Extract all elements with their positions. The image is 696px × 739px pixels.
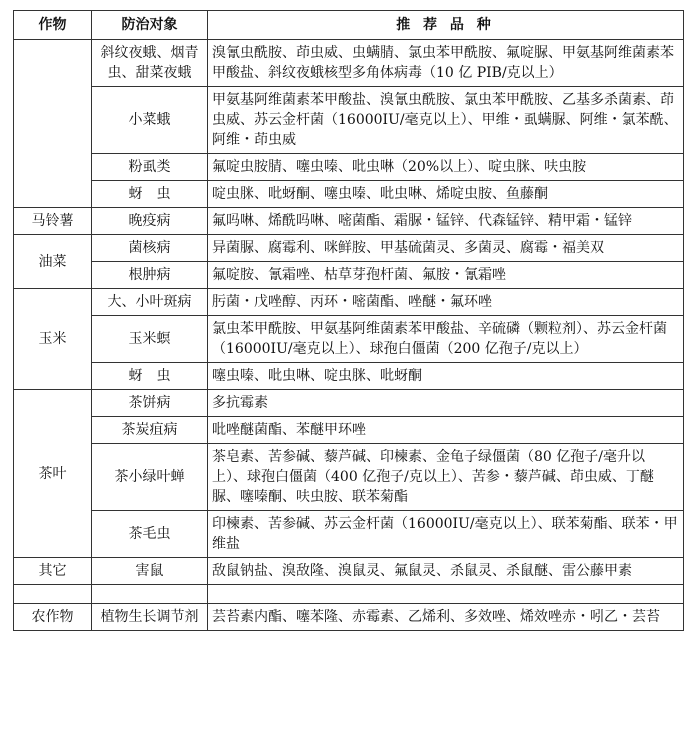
crop-cell: 马铃薯 [14,208,92,235]
table-header-row [14,11,684,40]
varieties-cell: 印楝素、苦参碱、苏云金杆菌（16000IU/毫克以上）、联苯菊酯、联苯・甲维盐 [208,511,684,558]
target-cell: 蚜 虫 [92,181,208,208]
target-cell [92,585,208,604]
table-row [14,511,684,558]
crop-cell: 其它 [14,558,92,585]
table-row [14,558,684,585]
crop-cell: 茶叶 [14,390,92,558]
varieties-cell: 芸苔素内酯、噻苯隆、赤霉素、乙烯利、多效唑、烯效唑赤・吲乙・芸苔 [208,604,684,631]
table-row [14,444,684,511]
target-cell: 小菜蛾 [92,87,208,154]
target-cell: 玉米螟 [92,316,208,363]
varieties-cell [208,585,684,604]
varieties-cell: 异菌脲、腐霉利、咪鲜胺、甲基硫菌灵、多菌灵、腐霉・福美双 [208,235,684,262]
target-cell: 斜纹夜蛾、烟青虫、甜菜夜蛾 [92,40,208,87]
target-cell: 粉虱类 [92,154,208,181]
pesticide-recommendation-table [13,10,684,631]
varieties-cell: 多抗霉素 [208,390,684,417]
table-row [14,363,684,390]
crop-cell: 油菜 [14,235,92,289]
varieties-cell: 啶虫脒、吡蚜酮、噻虫嗪、吡虫啉、烯啶虫胺、鱼藤酮 [208,181,684,208]
target-cell: 茶饼病 [92,390,208,417]
target-cell: 菌核病 [92,235,208,262]
varieties-cell: 氟啶虫胺腈、噻虫嗪、吡虫啉（20%以上）、啶虫脒、呋虫胺 [208,154,684,181]
table-row [14,417,684,444]
crop-cell: 玉米 [14,289,92,390]
varieties-cell: 氯虫苯甲酰胺、甲氨基阿维菌素苯甲酸盐、辛硫磷（颗粒剂）、苏云金杆菌（16000IU/毫克以上）、球孢白僵菌（200 亿孢子/克以上） [208,316,684,363]
varieties-cell: 茶皂素、苦参碱、藜芦碱、印楝素、金龟子绿僵菌（80 亿孢子/毫升以上）、球孢白僵菌（400 亿孢子/克以上）、苦参・藜芦碱、茚虫威、丁醚脲、噻嗪酮、呋虫胺、联苯菊酯 [208,444,684,511]
target-cell: 根肿病 [92,262,208,289]
varieties-cell: 敌鼠钠盐、溴敌隆、溴鼠灵、氟鼠灵、杀鼠灵、杀鼠醚、雷公藤甲素 [208,558,684,585]
varieties-cell: 吡唑醚菌酯、苯醚甲环唑 [208,417,684,444]
crop-cell [14,585,92,604]
crop-cell: 农作物 [14,604,92,631]
varieties-cell: 氟啶胺、氰霜唑、枯草芽孢杆菌、氟胺・氰霜唑 [208,262,684,289]
varieties-cell: 甲氨基阿维菌素苯甲酸盐、溴氰虫酰胺、氯虫苯甲酰胺、乙基多杀菌素、茚虫威、苏云金杆菌（16000IU/毫克以上）、甲维・虱螨脲、阿维・氯苯酰、阿维・茚虫威 [208,87,684,154]
table-row [14,40,684,87]
table-row-empty [14,585,684,604]
target-cell: 茶小绿叶蝉 [92,444,208,511]
table-row [14,604,684,631]
table-row [14,208,684,235]
target-cell: 茶炭疽病 [92,417,208,444]
varieties-cell: 氟吗啉、烯酰吗啉、嘧菌酯、霜脲・锰锌、代森锰锌、精甲霜・锰锌 [208,208,684,235]
target-cell: 茶毛虫 [92,511,208,558]
target-cell: 植物生长调节剂 [92,604,208,631]
table-row [14,87,684,154]
target-cell: 害鼠 [92,558,208,585]
table-row [14,181,684,208]
header-target: 防治对象 [92,11,208,40]
target-cell: 大、小叶斑病 [92,289,208,316]
target-cell: 蚜 虫 [92,363,208,390]
varieties-cell: 溴氰虫酰胺、茚虫威、虫螨腈、氯虫苯甲酰胺、氟啶脲、甲氨基阿维菌素苯甲酸盐、斜纹夜蛾核型多角体病毒（10 亿 PIB/克以上） [208,40,684,87]
table-row [14,390,684,417]
table-row [14,154,684,181]
table-row [14,289,684,316]
table-row [14,316,684,363]
table-row [14,262,684,289]
varieties-cell: 噻虫嗪、吡虫啉、啶虫脒、吡蚜酮 [208,363,684,390]
target-cell: 晚疫病 [92,208,208,235]
table-row [14,235,684,262]
header-recommended: 推 荐 品 种 [208,11,684,40]
varieties-cell: 肟菌・戊唑醇、丙环・嘧菌酯、唑醚・氟环唑 [208,289,684,316]
header-crop: 作物 [14,11,92,40]
crop-cell [14,40,92,208]
